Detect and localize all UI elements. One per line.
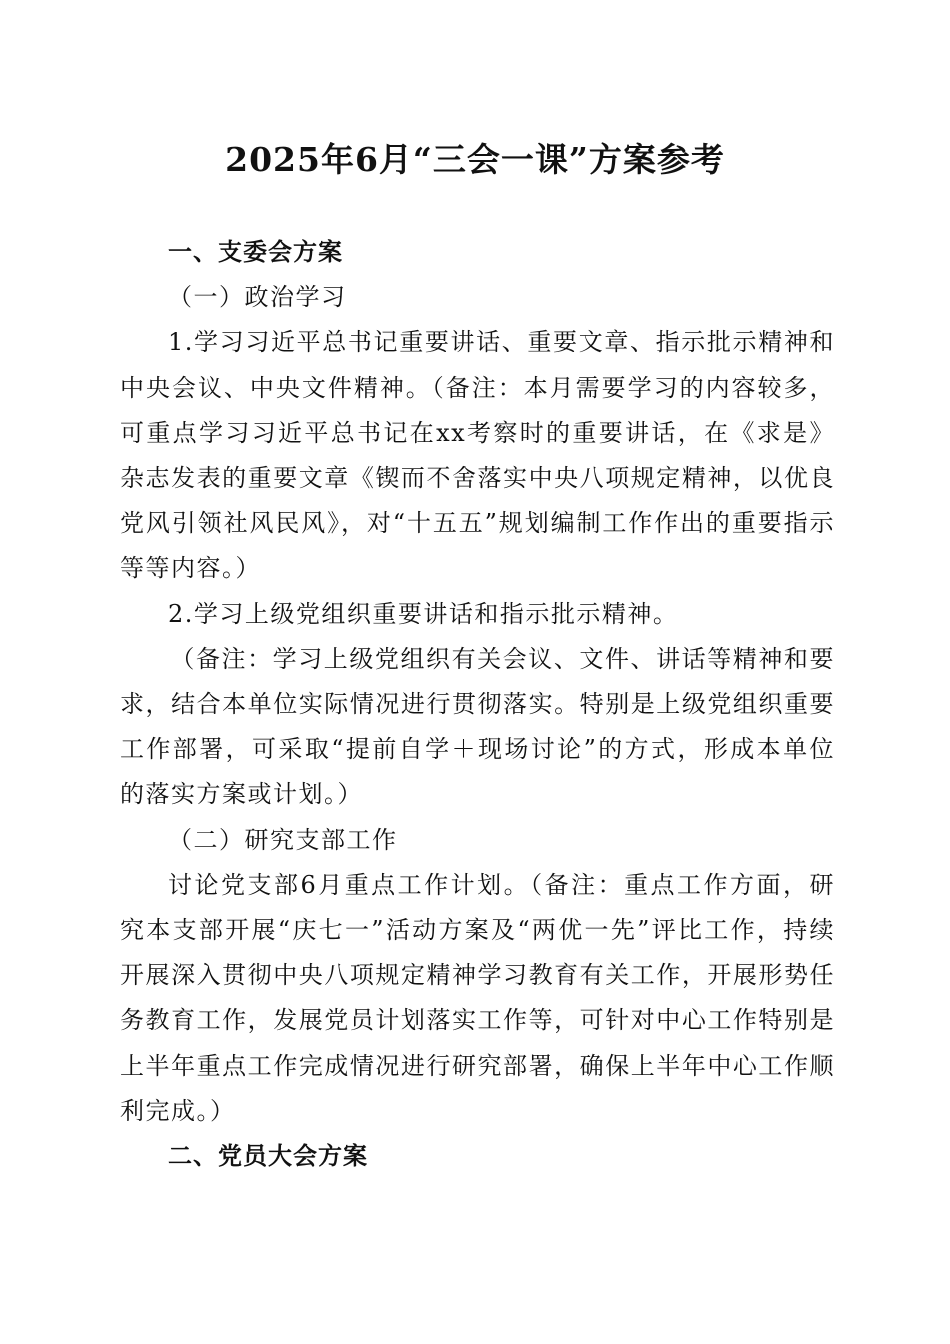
paragraph-study-note: （备注：学习上级党组织有关会议、文件、讲话等精神和要求，结合本单位实际情况进行贯彻落实。特别是上级党组织重要工作部署，可采取“提前自学＋现场讨论”的方式，形成本单位的落实方案或计划。） bbox=[120, 644, 835, 809]
document-title: 2025年6月“三会一课”方案参考 bbox=[225, 140, 725, 179]
section-heading-member-meeting: 二、党员大会方案 bbox=[168, 1142, 368, 1171]
document-body bbox=[120, 230, 835, 1179]
paragraph-study-item-1: 1.学习习近平总书记重要讲话、重要文章、指示批示精神和中央会议、中央文件精神。（备注：本月需要学习的内容较多，可重点学习习近平总书记在xx考察时的重要讲话，在《求是》杂志发表的重要文章《锲而不舍落实中央八项规定精神，以优良党风引领社风民风》，对“十五五”规划编制工作作出的重要指示等等内容。） bbox=[120, 328, 835, 583]
subheading-branch-work: （二）研究支部工作 bbox=[168, 825, 398, 854]
paragraph-branch-work-plan: 讨论党支部6月重点工作计划。（备注：重点工作方面，研究本支部开展“庆七一”活动方案及“两优一先”评比工作，持续开展深入贯彻中央八项规定精神学习教育有关工作，开展形势任务教育工作，发展党员计划落实工作等，可针对中心工作特别是上半年重点工作完成情况进行研究部署，确保上半年中心工作顺利完成。） bbox=[120, 870, 835, 1125]
paragraph-study-item-2: 2.学习上级党组织重要讲话和指示批示精神。 bbox=[168, 599, 679, 628]
subheading-political-study: （一）政治学习 bbox=[168, 283, 347, 312]
section-heading-branch-committee: 一、支委会方案 bbox=[168, 238, 343, 266]
